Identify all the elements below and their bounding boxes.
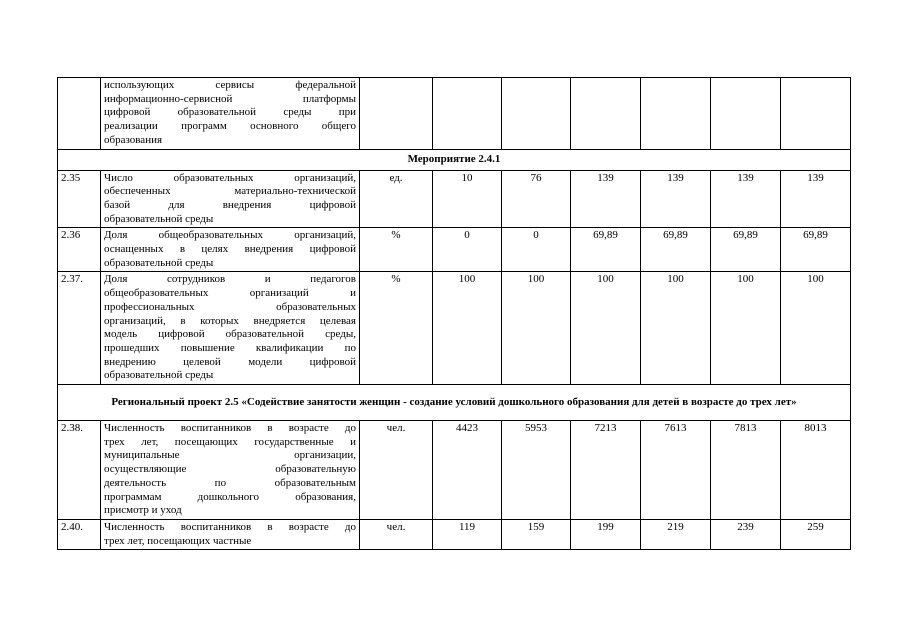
row-number: 2.40.: [58, 519, 101, 549]
table-group-1: [58, 78, 851, 150]
description-line: модель цифровой образовательной среды,: [104, 328, 356, 341]
table-row: [58, 228, 851, 272]
description-line: муниципальные организации,: [104, 449, 356, 462]
row-number: 2.37.: [58, 272, 101, 385]
value-cell: [641, 78, 711, 150]
unit-cell: ед.: [360, 170, 433, 228]
row-number: [58, 78, 101, 150]
value-cell: 76: [502, 170, 571, 228]
unit-cell: чел.: [360, 519, 433, 549]
section-row: [58, 385, 851, 421]
value-cell: 7813: [711, 421, 781, 520]
description-line: Численность воспитанников в возрасте до: [104, 422, 356, 435]
value-cell: 159: [502, 519, 571, 549]
value-cell: 69,89: [571, 228, 641, 272]
value-cell: 259: [781, 519, 851, 549]
value-cell: 69,89: [781, 228, 851, 272]
unit-cell: %: [360, 228, 433, 272]
value-cell: 239: [711, 519, 781, 549]
description-line: обеспеченных материально-технической: [104, 185, 356, 198]
indicator-description: [101, 272, 360, 385]
row-number: 2.38.: [58, 421, 101, 520]
value-cell: 0: [502, 228, 571, 272]
value-cell: 219: [641, 519, 711, 549]
description-line: внедрению целевой модели цифровой: [104, 355, 356, 368]
section-heading: Региональный проект 2.5 «Содействие занятости женщин - создание условий дошкольного образования для детей в возрасте до трех лет»: [58, 385, 851, 421]
description-line: цифровой образовательной среды при: [104, 106, 356, 119]
value-cell: 7613: [641, 421, 711, 520]
description-line: осуществляющие образовательную: [104, 463, 356, 476]
value-cell: 100: [781, 272, 851, 385]
description-line: общеобразовательных организаций и: [104, 287, 356, 300]
description-line: реализации программ основного общего: [104, 120, 356, 133]
description-line: образовательной среды: [104, 256, 214, 269]
value-cell: 119: [433, 519, 502, 549]
description-line: организаций, в которых внедряется целевая: [104, 314, 356, 327]
value-cell: 100: [711, 272, 781, 385]
value-cell: 100: [641, 272, 711, 385]
value-cell: 100: [433, 272, 502, 385]
value-cell: 4423: [433, 421, 502, 520]
value-cell: 7213: [571, 421, 641, 520]
description-line: деятельность по образовательным: [104, 476, 356, 489]
value-cell: [433, 78, 502, 150]
indicator-description: [101, 421, 360, 520]
indicator-description: [101, 78, 360, 150]
table-row: [58, 421, 851, 520]
value-cell: 139: [711, 170, 781, 228]
description-line: Численность воспитанников в возрасте до: [104, 520, 356, 533]
value-cell: 5953: [502, 421, 571, 520]
description-line: трех лет, посещающих государственные и: [104, 435, 356, 448]
value-cell: [502, 78, 571, 150]
table-row: [58, 272, 851, 385]
indicator-description: [101, 519, 360, 549]
description-line: образования: [104, 133, 163, 146]
table-row: [58, 78, 851, 150]
value-cell: 100: [502, 272, 571, 385]
unit-cell: чел.: [360, 421, 433, 520]
description-line: образовательной среды: [104, 369, 214, 382]
indicators-table: [57, 77, 851, 550]
value-cell: 8013: [781, 421, 851, 520]
description-line: информационно-сервисной платформы: [104, 92, 356, 105]
description-line: оснащенных в целях внедрения цифровой: [104, 243, 356, 256]
value-cell: 69,89: [711, 228, 781, 272]
value-cell: 10: [433, 170, 502, 228]
section-heading: Мероприятие 2.4.1: [58, 149, 851, 170]
description-line: образовательной среды: [104, 212, 214, 225]
description-line: Доля общеобразовательных организаций,: [104, 229, 356, 242]
indicator-description: [101, 228, 360, 272]
description-line: Число образовательных организаций,: [104, 171, 356, 184]
value-cell: [571, 78, 641, 150]
description-line: трех лет, посещающих частные: [104, 534, 252, 547]
description-line: программам дошкольного образования,: [104, 490, 356, 503]
section-row: [58, 149, 851, 170]
value-cell: 199: [571, 519, 641, 549]
value-cell: 139: [641, 170, 711, 228]
value-cell: [781, 78, 851, 150]
description-line: базой для внедрения цифровой: [104, 198, 356, 211]
description-line: Доля сотрудников и педагогов: [104, 273, 356, 286]
table-group-3: [58, 421, 851, 550]
value-cell: 0: [433, 228, 502, 272]
value-cell: [711, 78, 781, 150]
unit-cell: [360, 78, 433, 150]
value-cell: 139: [781, 170, 851, 228]
description-line: прошедших повышение квалификации по: [104, 341, 356, 354]
row-number: 2.35: [58, 170, 101, 228]
description-line: профессиональных образовательных: [104, 300, 356, 313]
table-row: [58, 519, 851, 549]
value-cell: 139: [571, 170, 641, 228]
table-row: [58, 170, 851, 228]
value-cell: 69,89: [641, 228, 711, 272]
unit-cell: %: [360, 272, 433, 385]
indicator-description: [101, 170, 360, 228]
row-number: 2.36: [58, 228, 101, 272]
value-cell: 100: [571, 272, 641, 385]
table-group-2: [58, 170, 851, 385]
description-line: использующих сервисы федеральной: [104, 79, 356, 91]
description-line: присмотр и уход: [104, 504, 182, 517]
